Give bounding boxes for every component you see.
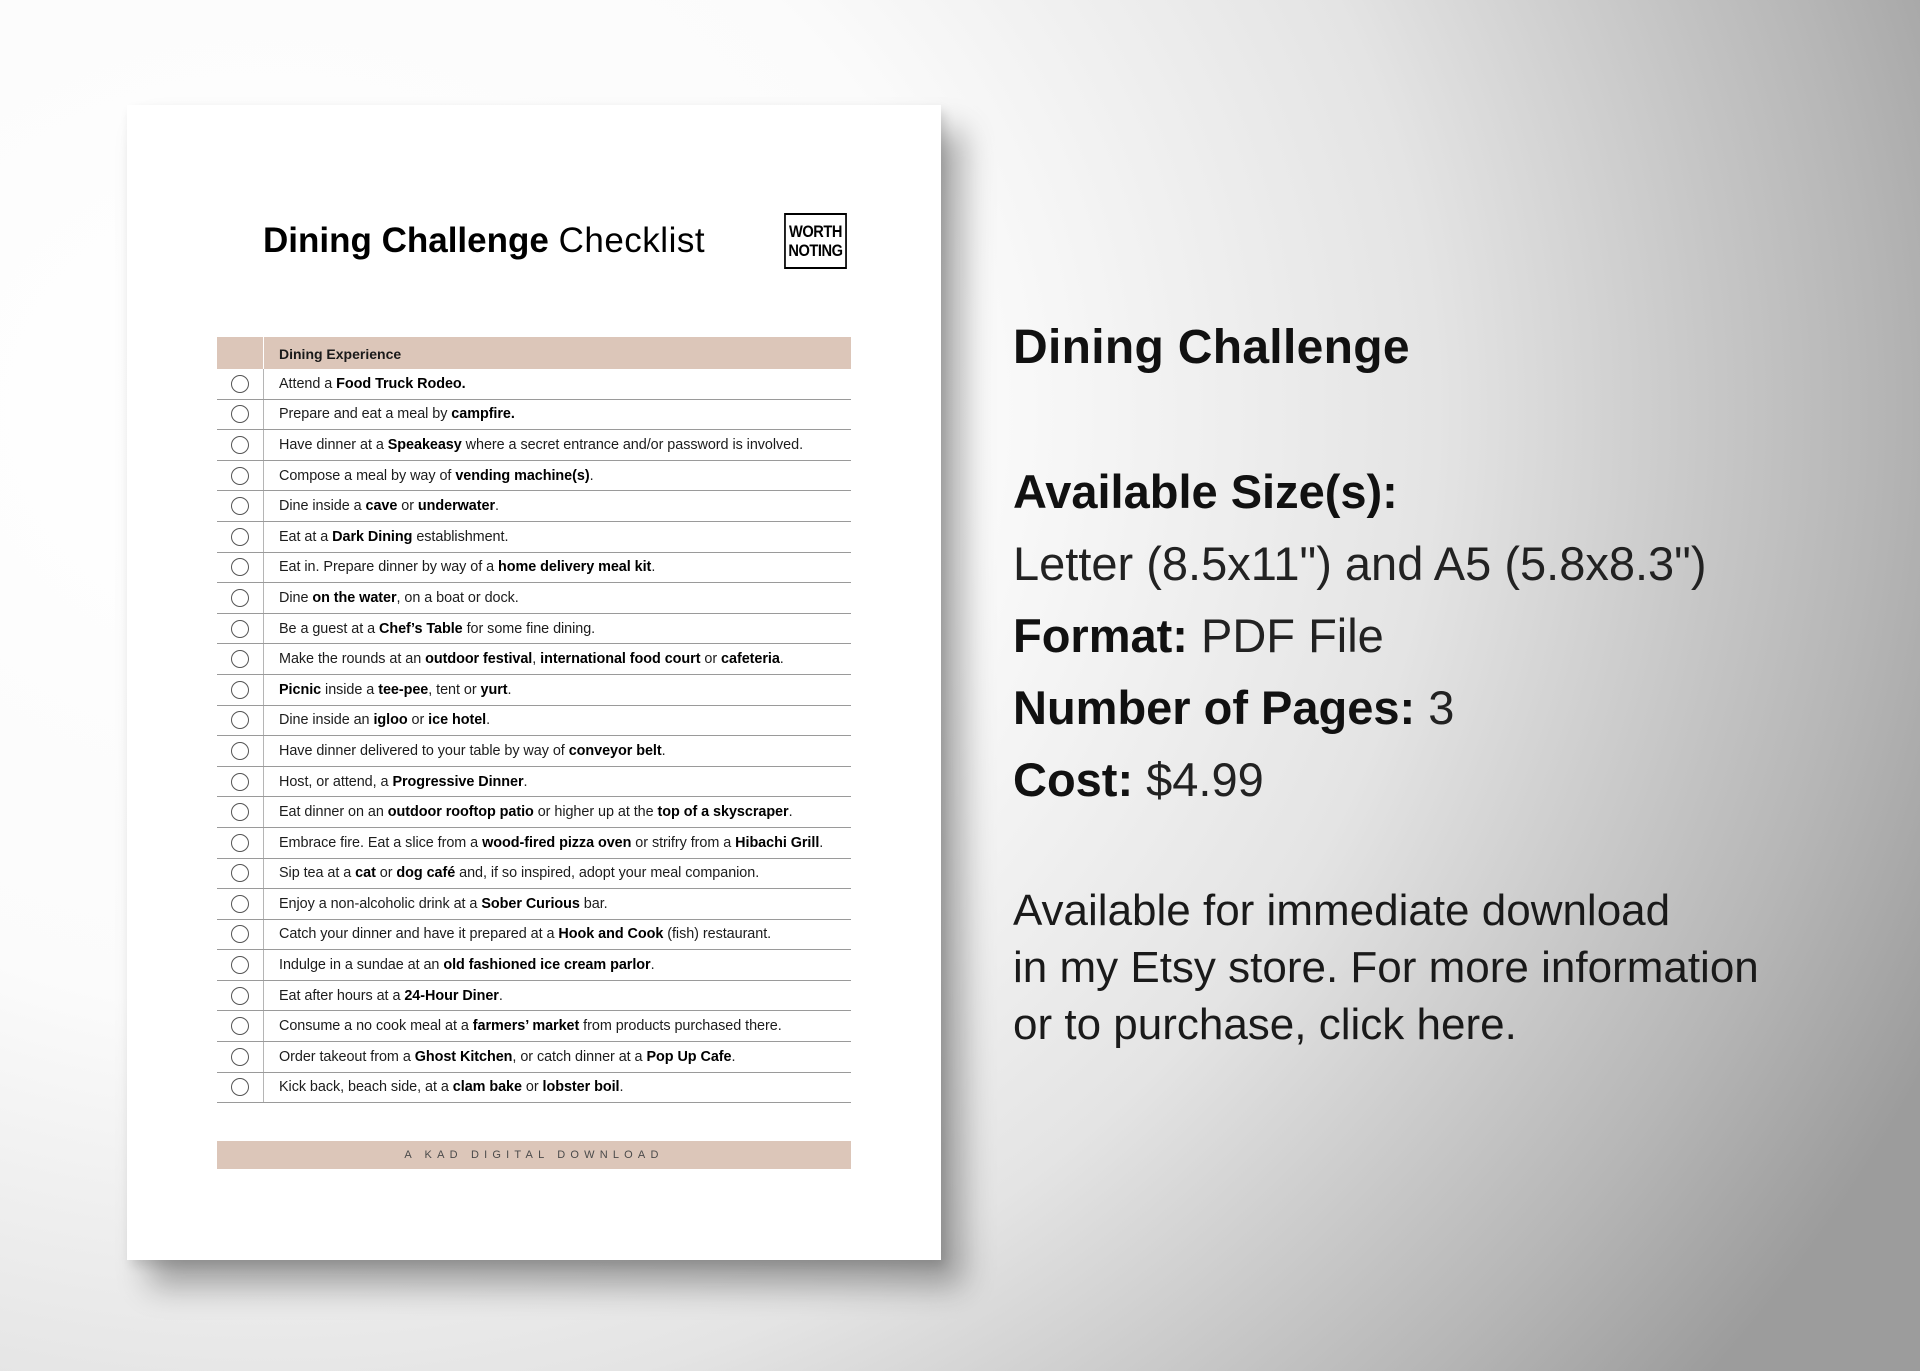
circle-checkbox-icon[interactable] [231, 803, 249, 821]
item-text-bold: outdoor rooftop patio [387, 804, 534, 821]
format-line [1013, 600, 1893, 672]
product-title: Dining Challenge [1013, 321, 1410, 374]
item-text: . [507, 681, 512, 698]
checklist-item-text [264, 498, 499, 514]
checklist-item-text [264, 1049, 735, 1065]
checkbox-cell [217, 430, 264, 460]
item-text-bold: conveyor belt [568, 742, 662, 759]
circle-checkbox-icon[interactable] [231, 956, 249, 974]
item-text: establishment. [412, 528, 509, 545]
checklist-title [263, 221, 705, 261]
item-text-bold: wood-fired pizza oven [482, 834, 632, 851]
item-text-bold: Speakeasy [387, 436, 462, 453]
checkbox-cell [217, 553, 264, 583]
circle-checkbox-icon[interactable] [231, 620, 249, 638]
item-text-bold: ice hotel [428, 712, 487, 729]
item-text: from products purchased there. [579, 1018, 782, 1035]
item-text: Eat at a [279, 528, 333, 545]
checkbox-cell [217, 797, 264, 827]
checkbox-cell [217, 828, 264, 858]
checkbox-cell [217, 583, 264, 613]
logo-line-2: NOTING [788, 241, 843, 260]
item-text: Prepare and eat a meal by [279, 406, 452, 423]
circle-checkbox-icon[interactable] [231, 650, 249, 668]
item-text: inside a [321, 681, 379, 698]
footer-text: A KAD DIGITAL DOWNLOAD [404, 1149, 664, 1161]
item-text-bold: home delivery meal kit [498, 559, 652, 576]
footer-bar [217, 1141, 851, 1169]
checkbox-cell [217, 1073, 264, 1103]
item-text: , tent or [428, 681, 481, 698]
item-text-bold: Chef’s Table [379, 620, 463, 637]
circle-checkbox-icon[interactable] [231, 987, 249, 1005]
checklist-row [217, 797, 851, 828]
checklist-item-text [264, 651, 784, 667]
item-text: . [661, 742, 666, 759]
item-text: . [731, 1048, 736, 1065]
item-text: or [407, 712, 429, 729]
item-text: Dine inside an [279, 712, 374, 729]
item-text: Make the rounds at an [279, 651, 426, 668]
circle-checkbox-icon[interactable] [231, 742, 249, 760]
checklist-item-text [264, 774, 527, 790]
item-text-bold: Picnic [279, 681, 322, 698]
checklist-title-bold: Dining Challenge [263, 221, 549, 260]
item-text-bold: old fashioned ice cream parlor [443, 957, 651, 974]
sheet-header [127, 209, 941, 269]
item-text-bold: outdoor festival [425, 651, 533, 668]
item-text-bold: Progressive Dinner [392, 773, 524, 790]
checklist-row [217, 950, 851, 981]
item-text: Sip tea at a [279, 865, 356, 882]
checkbox-cell [217, 522, 264, 552]
checkbox-cell [217, 859, 264, 889]
item-text: Attend a [279, 375, 337, 392]
checklist-row [217, 1011, 851, 1042]
table-header-label: Dining Experience [279, 346, 402, 362]
worth-noting-logo [784, 213, 847, 269]
checkbox-cell [217, 950, 264, 980]
checklist-item-text [264, 804, 793, 820]
checkbox-cell [217, 1042, 264, 1072]
item-text-bold: underwater [417, 498, 495, 515]
logo-line-1: WORTH [788, 222, 843, 241]
circle-checkbox-icon[interactable] [231, 773, 249, 791]
sizes-label: Available Size(s): [1013, 465, 1398, 518]
checklist-row [217, 1042, 851, 1073]
item-text-bold: Hibachi Grill [735, 834, 820, 851]
checklist-rows [217, 369, 851, 1103]
table-header-row [217, 337, 851, 369]
item-text: Have dinner delivered to your table by way of [279, 742, 569, 759]
checklist-row [217, 522, 851, 553]
checklist-row [217, 553, 851, 584]
item-text: Enjoy a non-alcoholic drink at a [279, 895, 482, 912]
checkbox-cell [217, 767, 264, 797]
checklist-item-text [264, 590, 519, 606]
item-text-bold: campfire. [451, 406, 515, 423]
circle-checkbox-icon[interactable] [231, 895, 249, 913]
item-text-bold: Food Truck Rodeo. [336, 375, 466, 392]
checklist-table [217, 337, 851, 1103]
checklist-row [217, 675, 851, 706]
pages-label: Number of Pages: [1013, 681, 1416, 734]
checkbox-cell [217, 920, 264, 950]
item-text-bold: cave [365, 498, 398, 515]
product-info [1013, 312, 1893, 1053]
item-text-bold: lobster boil [542, 1079, 620, 1096]
checkbox-cell [217, 644, 264, 674]
circle-checkbox-icon[interactable] [231, 1048, 249, 1066]
item-text: Dine [279, 589, 313, 606]
checklist-row [217, 767, 851, 798]
circle-checkbox-icon[interactable] [231, 528, 249, 546]
item-text-bold: Hook and Cook [558, 926, 664, 943]
item-text: Eat in. Prepare dinner by way of a [279, 559, 499, 576]
checkbox-cell [217, 889, 264, 919]
checklist-row [217, 981, 851, 1012]
pages-line [1013, 672, 1893, 744]
item-text: . [651, 559, 656, 576]
table-header-check-column [217, 337, 264, 369]
item-text-bold: 24-Hour Diner [404, 987, 499, 1004]
checklist-row [217, 644, 851, 675]
checklist-row [217, 614, 851, 645]
checklist-row [217, 828, 851, 859]
circle-checkbox-icon[interactable] [231, 467, 249, 485]
item-text: . [486, 712, 491, 729]
item-text: Host, or attend, a [279, 773, 393, 790]
checklist-item-text [264, 559, 655, 575]
sizes-label-line [1013, 456, 1893, 528]
checklist-item-text [264, 988, 503, 1004]
item-text-bold: tee-pee [378, 681, 429, 698]
item-text: Compose a meal by way of [279, 467, 456, 484]
checklist-row [217, 920, 851, 951]
item-text: . [495, 498, 499, 515]
checklist-item-text [264, 896, 608, 912]
checklist-item-text [264, 743, 666, 759]
purchase-note-line-3[interactable]: or to purchase, click here. [1013, 1000, 1517, 1049]
checklist-row [217, 583, 851, 614]
item-text-bold: Ghost Kitchen [414, 1048, 513, 1065]
checklist-row [217, 706, 851, 737]
pages-value: 3 [1428, 681, 1455, 734]
circle-checkbox-icon[interactable] [231, 681, 249, 699]
item-text: Consume a no cook meal at a [279, 1018, 473, 1035]
item-text: . [498, 987, 503, 1004]
circle-checkbox-icon[interactable] [231, 405, 249, 423]
checklist-item-text [264, 437, 803, 453]
circle-checkbox-icon[interactable] [231, 1078, 249, 1096]
checkbox-cell [217, 675, 264, 705]
item-text: . [619, 1079, 624, 1096]
checklist-item-text [264, 468, 594, 484]
checkbox-cell [217, 461, 264, 491]
checklist-item-text [264, 1018, 782, 1034]
checklist-row [217, 369, 851, 400]
item-text-bold: cat [355, 865, 376, 882]
checklist-sheet [127, 105, 941, 1260]
checklist-row [217, 400, 851, 431]
item-text-bold: yurt [480, 681, 508, 698]
item-text-bold: farmers’ market [472, 1018, 580, 1035]
item-text: . [819, 834, 824, 851]
circle-checkbox-icon[interactable] [231, 589, 249, 607]
item-text-bold: igloo [373, 712, 408, 729]
item-text-bold: international food court [540, 651, 701, 668]
checklist-item-text [264, 682, 512, 698]
checklist-title-light: Checklist [558, 221, 706, 260]
sizes-value-line [1013, 528, 1893, 600]
item-text: . [650, 957, 655, 974]
item-text-bold: top of a skyscraper [657, 804, 789, 821]
item-text: . [788, 804, 793, 821]
checklist-row [217, 461, 851, 492]
purchase-note[interactable] [1013, 882, 1833, 1053]
format-label: Format: [1013, 609, 1188, 662]
item-text-bold: on the water [312, 589, 397, 606]
item-text: , [532, 651, 541, 668]
circle-checkbox-icon[interactable] [231, 436, 249, 454]
cost-line [1013, 744, 1893, 816]
checklist-row [217, 859, 851, 890]
circle-checkbox-icon[interactable] [231, 711, 249, 729]
item-text: . [589, 467, 594, 484]
checklist-row [217, 736, 851, 767]
circle-checkbox-icon[interactable] [231, 375, 249, 393]
format-value: PDF File [1201, 609, 1384, 662]
checklist-item-text [264, 957, 655, 973]
checklist-row [217, 1073, 851, 1104]
item-text: or [521, 1079, 543, 1096]
checklist-item-text [264, 835, 823, 851]
circle-checkbox-icon[interactable] [231, 925, 249, 943]
item-text: Indulge in a sundae at an [279, 957, 444, 974]
cost-value: $4.99 [1146, 753, 1264, 806]
spec-list [1013, 456, 1893, 816]
sizes-value: Letter (8.5x11") and A5 (5.8x8.3") [1013, 537, 1707, 590]
item-text: , on a boat or dock. [396, 589, 519, 606]
purchase-note-line-1: Available for immediate download [1013, 886, 1671, 935]
checkbox-cell [217, 369, 264, 399]
item-text: or [700, 651, 722, 668]
item-text-bold: cafeteria [721, 651, 780, 668]
checkbox-cell [217, 400, 264, 430]
item-text: Dine inside a [279, 498, 366, 515]
item-text-bold: Dark Dining [332, 528, 413, 545]
item-text: . [779, 651, 784, 668]
checklist-item-text [264, 1079, 623, 1095]
checklist-item-text [264, 926, 771, 942]
item-text: Eat dinner on an [279, 804, 388, 821]
item-text-bold: vending machine(s) [455, 467, 590, 484]
circle-checkbox-icon[interactable] [231, 1017, 249, 1035]
checkbox-cell [217, 614, 264, 644]
item-text: . [523, 773, 528, 790]
cost-label: Cost: [1013, 753, 1134, 806]
checkbox-cell [217, 736, 264, 766]
circle-checkbox-icon[interactable] [231, 558, 249, 576]
checklist-row [217, 430, 851, 461]
item-text: , or catch dinner at a [512, 1048, 647, 1065]
checklist-item-text [264, 865, 759, 881]
item-text: bar. [579, 895, 608, 912]
item-text: Have dinner at a [279, 436, 388, 453]
item-text-bold: clam bake [452, 1079, 522, 1096]
item-text: or [375, 865, 397, 882]
item-text: Be a guest at a [279, 620, 380, 637]
checkbox-cell [217, 981, 264, 1011]
circle-checkbox-icon[interactable] [231, 864, 249, 882]
item-text: Eat after hours at a [279, 987, 405, 1004]
checklist-item-text [264, 406, 515, 422]
checkbox-cell [217, 706, 264, 736]
item-text: (fish) restaurant. [663, 926, 772, 943]
item-text: Catch your dinner and have it prepared at a [279, 926, 559, 943]
item-text: or strifry from a [631, 834, 736, 851]
circle-checkbox-icon[interactable] [231, 834, 249, 852]
checklist-item-text [264, 621, 595, 637]
purchase-note-line-2: in my Etsy store. For more information [1013, 943, 1759, 992]
checklist-item-text [264, 529, 508, 545]
item-text: Kick back, beach side, at a [279, 1079, 453, 1096]
item-text-bold: dog café [396, 865, 456, 882]
item-text: Order takeout from a [279, 1048, 415, 1065]
item-text: for some fine dining. [462, 620, 596, 637]
item-text: Embrace fire. Eat a slice from a [279, 834, 483, 851]
item-text: where a secret entrance and/or password is involved. [461, 436, 804, 453]
item-text: or higher up at the [533, 804, 658, 821]
checkbox-cell [217, 1011, 264, 1041]
checkbox-cell [217, 491, 264, 521]
checklist-item-text [264, 712, 490, 728]
checklist-item-text [264, 376, 466, 392]
circle-checkbox-icon[interactable] [231, 497, 249, 515]
checklist-row [217, 889, 851, 920]
item-text-bold: Sober Curious [481, 895, 580, 912]
item-text: or [397, 498, 418, 515]
item-text: and, if so inspired, adopt your meal companion. [455, 865, 760, 882]
checklist-row [217, 491, 851, 522]
item-text-bold: Pop Up Cafe [646, 1048, 732, 1065]
